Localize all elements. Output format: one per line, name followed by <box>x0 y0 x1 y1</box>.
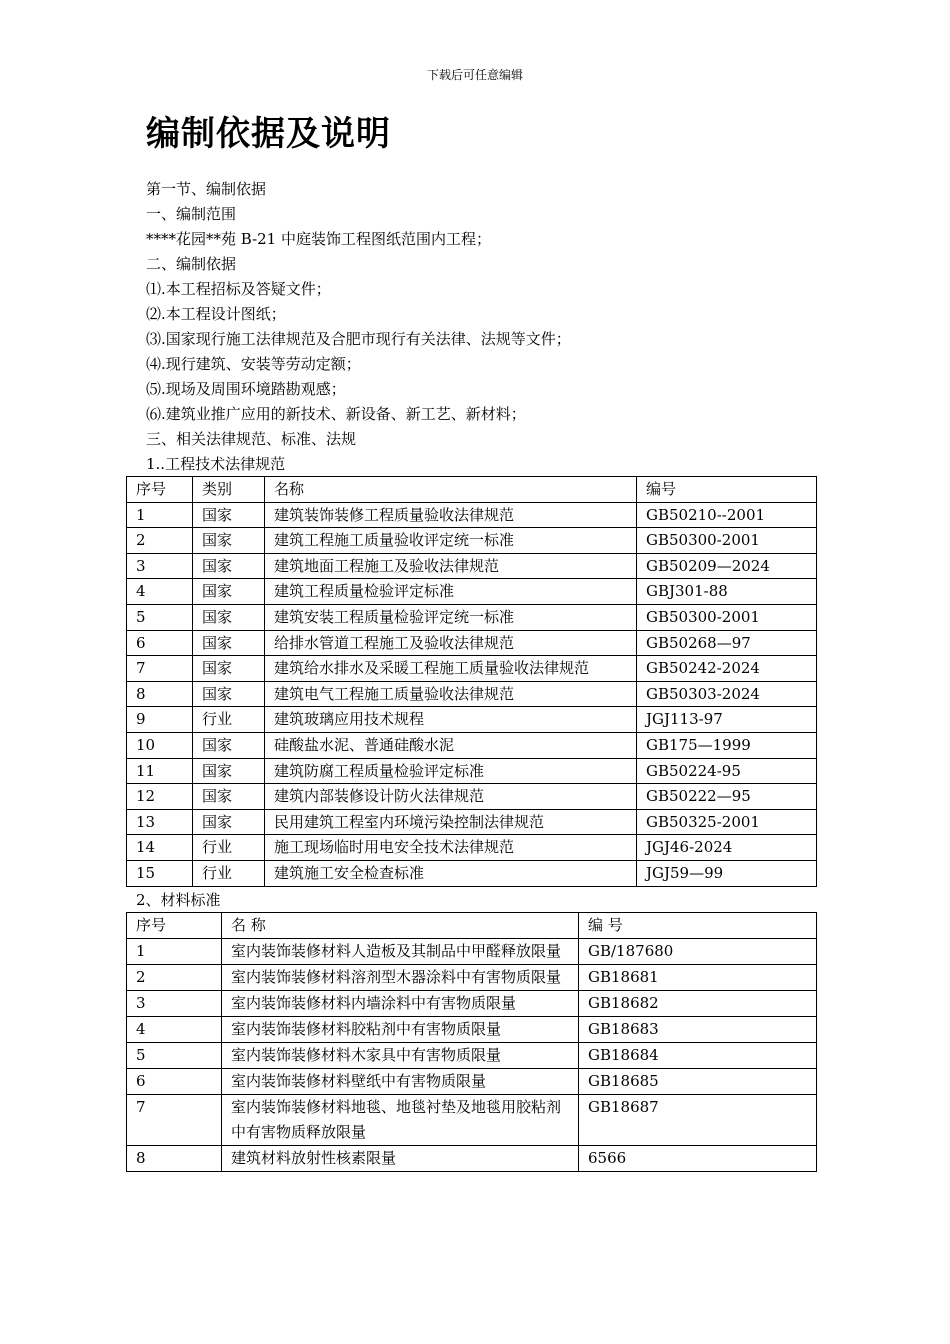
table-cell: 室内装饰装修材料胶粘剂中有害物质限量 <box>222 1017 579 1043</box>
table-cell: 建筑材料放射性核素限量 <box>222 1146 579 1172</box>
header-cell: 序号 <box>127 913 222 939</box>
table-cell: GB50222—95 <box>637 784 817 810</box>
table-cell: 9 <box>127 707 193 733</box>
table-cell: 建筑玻璃应用技术规程 <box>265 707 637 733</box>
table-cell: 11 <box>127 758 193 784</box>
table-cell: GB18681 <box>579 965 817 991</box>
subsection-heading: 三、相关法律规范、标准、法规 <box>146 430 357 448</box>
table-row <box>127 656 817 682</box>
table-row <box>127 939 817 965</box>
table-cell: GB50300-2001 <box>637 604 817 630</box>
list-item: ⑸.现场及周围环境踏勘观感； <box>146 380 346 398</box>
header-cell: 名称 <box>265 477 637 503</box>
table-cell: GB50210--2001 <box>637 502 817 528</box>
table-cell: 室内装饰装修材料人造板及其制品中甲醛释放限量 <box>222 939 579 965</box>
table-header-row <box>127 913 817 939</box>
table-cell: 室内装饰装修材料地毯、地毯衬垫及地毯用胶粘剂中有害物质释放限量 <box>222 1095 579 1146</box>
table-row <box>127 528 817 554</box>
table-cell: 6566 <box>579 1146 817 1172</box>
table-cell: 建筑内部装修设计防火法律规范 <box>265 784 637 810</box>
table-cell: 8 <box>127 681 193 707</box>
table-cell: JGJ59—99 <box>637 860 817 886</box>
table-body <box>127 913 817 1172</box>
table-cell: 行业 <box>193 835 265 861</box>
table-cell: 施工现场临时用电安全技术法律规范 <box>265 835 637 861</box>
table-row <box>127 732 817 758</box>
table-row <box>127 1095 817 1146</box>
table-cell: 7 <box>127 1095 222 1146</box>
table-cell: 6 <box>127 1069 222 1095</box>
table-cell: GB18684 <box>579 1043 817 1069</box>
table-cell: 4 <box>127 1017 222 1043</box>
list-item: ⑴.本工程招标及答疑文件； <box>146 280 331 298</box>
table-row <box>127 604 817 630</box>
table-cell: 硅酸盐水泥、普通硅酸水泥 <box>265 732 637 758</box>
table-cell: GB50303-2024 <box>637 681 817 707</box>
table-cell: 14 <box>127 835 193 861</box>
table-row <box>127 809 817 835</box>
table-cell: GB50268—97 <box>637 630 817 656</box>
table-cell: 建筑工程施工质量验收评定统一标准 <box>265 528 637 554</box>
table-row <box>127 1069 817 1095</box>
table-row <box>127 502 817 528</box>
body-text <box>146 177 571 452</box>
table-cell: 4 <box>127 579 193 605</box>
header-cell: 编 号 <box>579 913 817 939</box>
table-cell: 8 <box>127 1146 222 1172</box>
technical-standards-table <box>126 476 817 887</box>
table-cell: GB175—1999 <box>637 732 817 758</box>
table-row <box>127 553 817 579</box>
table-cell: 3 <box>127 553 193 579</box>
page-title: 编制依据及说明 <box>146 114 391 154</box>
list-item: ⑵.本工程设计图纸； <box>146 305 286 323</box>
table-cell: 室内装饰装修材料木家具中有害物质限量 <box>222 1043 579 1069</box>
subsection-heading: 二、编制依据 <box>146 255 237 273</box>
table-cell: 2 <box>127 528 193 554</box>
page-header: 下载后可任意编辑 <box>426 68 523 82</box>
table-cell: GB50242-2024 <box>637 656 817 682</box>
table-cell: 建筑地面工程施工及验收法律规范 <box>265 553 637 579</box>
table-body <box>127 477 817 887</box>
table-cell: 5 <box>127 604 193 630</box>
table-row <box>127 1043 817 1069</box>
table-header-row <box>127 477 817 503</box>
table1-caption: 1..工程技术法律规范 <box>146 455 286 473</box>
table-cell: 国家 <box>193 681 265 707</box>
table-cell: 国家 <box>193 732 265 758</box>
table-cell: 民用建筑工程室内环境污染控制法律规范 <box>265 809 637 835</box>
table-cell: 国家 <box>193 502 265 528</box>
table-row <box>127 1146 817 1172</box>
table-cell: 建筑施工安全检查标准 <box>265 860 637 886</box>
table-cell: 建筑电气工程施工质量验收法律规范 <box>265 681 637 707</box>
table-cell: 建筑给水排水及采暖工程施工质量验收法律规范 <box>265 656 637 682</box>
table-cell: 国家 <box>193 784 265 810</box>
table-cell: GB18683 <box>579 1017 817 1043</box>
table-cell: JGJ113-97 <box>637 707 817 733</box>
table-cell: GB50224-95 <box>637 758 817 784</box>
table-row <box>127 681 817 707</box>
table-cell: 7 <box>127 656 193 682</box>
table-cell: GB18682 <box>579 991 817 1017</box>
list-item: ⑹.建筑业推广应用的新技术、新设备、新工艺、新材料； <box>146 405 526 423</box>
table-cell: GB50325-2001 <box>637 809 817 835</box>
table-cell: 国家 <box>193 553 265 579</box>
subsection-heading: 一、编制范围 <box>146 205 237 223</box>
header-cell: 名 称 <box>222 913 579 939</box>
table-cell: 给排水管道工程施工及验收法律规范 <box>265 630 637 656</box>
table-row <box>127 835 817 861</box>
table-cell: 行业 <box>193 707 265 733</box>
header-cell: 编号 <box>637 477 817 503</box>
table-row <box>127 965 817 991</box>
table-cell: 1 <box>127 939 222 965</box>
table-cell: 国家 <box>193 656 265 682</box>
material-standards-table <box>126 912 817 1172</box>
table-cell: GB18685 <box>579 1069 817 1095</box>
table-cell: 12 <box>127 784 193 810</box>
list-item: ⑷.现行建筑、安装等劳动定额； <box>146 355 361 373</box>
table-cell: 建筑防腐工程质量检验评定标准 <box>265 758 637 784</box>
table-row <box>127 630 817 656</box>
table-cell: 建筑安装工程质量检验评定统一标准 <box>265 604 637 630</box>
table-cell: 建筑装饰装修工程质量验收法律规范 <box>265 502 637 528</box>
table-cell: 15 <box>127 860 193 886</box>
table-cell: 10 <box>127 732 193 758</box>
header-cell: 序号 <box>127 477 193 503</box>
table-cell: 行业 <box>193 860 265 886</box>
table-cell: 国家 <box>193 809 265 835</box>
table-cell: 1 <box>127 502 193 528</box>
table-row <box>127 707 817 733</box>
table-cell: 国家 <box>193 630 265 656</box>
header-cell: 类别 <box>193 477 265 503</box>
table-cell: 13 <box>127 809 193 835</box>
table-cell: 国家 <box>193 528 265 554</box>
table-row <box>127 1017 817 1043</box>
table-cell: GBJ301-88 <box>637 579 817 605</box>
table-cell: 国家 <box>193 579 265 605</box>
table-row <box>127 579 817 605</box>
table-cell: 室内装饰装修材料溶剂型木器涂料中有害物质限量 <box>222 965 579 991</box>
table-cell: 5 <box>127 1043 222 1069</box>
table-cell: GB50300-2001 <box>637 528 817 554</box>
table2-caption: 2、材料标准 <box>136 891 221 909</box>
table-cell: 室内装饰装修材料内墙涂料中有害物质限量 <box>222 991 579 1017</box>
table-cell: 国家 <box>193 758 265 784</box>
table-cell: GB/187680 <box>579 939 817 965</box>
table-cell: 建筑工程质量检验评定标准 <box>265 579 637 605</box>
table-cell: JGJ46-2024 <box>637 835 817 861</box>
paragraph: ****花园**苑 B-21 中庭装饰工程图纸范围内工程； <box>146 230 491 248</box>
table-cell: 国家 <box>193 604 265 630</box>
table-cell: 室内装饰装修材料壁纸中有害物质限量 <box>222 1069 579 1095</box>
table-cell: 6 <box>127 630 193 656</box>
section-heading: 第一节、编制依据 <box>146 180 267 198</box>
table-cell: 3 <box>127 991 222 1017</box>
table-row <box>127 991 817 1017</box>
list-item: ⑶.国家现行施工法律规范及合肥市现行有关法律、法规等文件； <box>146 330 571 348</box>
table-row <box>127 784 817 810</box>
table-row <box>127 758 817 784</box>
table-cell: GB18687 <box>579 1095 817 1146</box>
table-row <box>127 860 817 886</box>
table-cell: GB50209—2024 <box>637 553 817 579</box>
table-cell: 2 <box>127 965 222 991</box>
